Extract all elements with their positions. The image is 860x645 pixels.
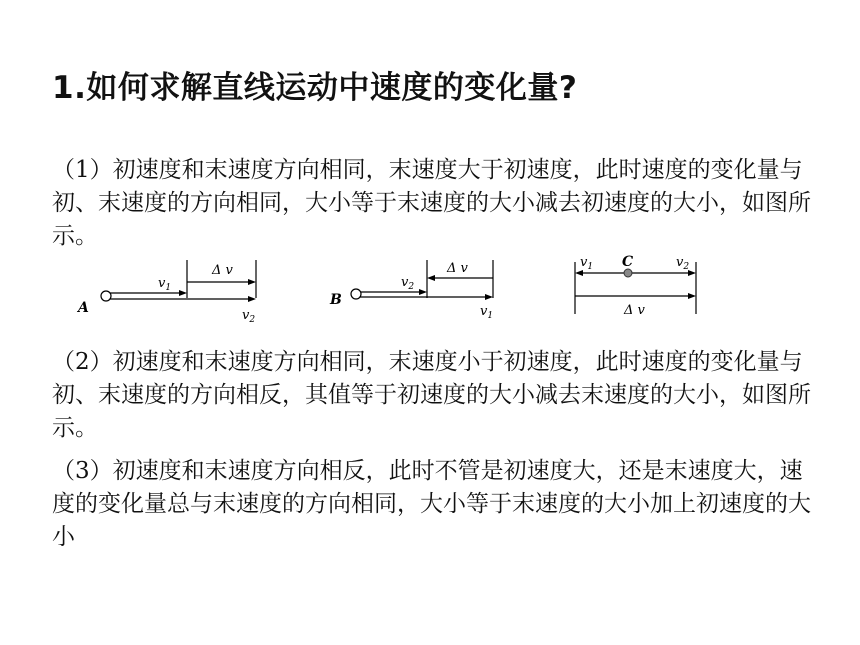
v1-label: $v_1$ [580, 255, 594, 272]
v1-label: $v_1$ [480, 304, 494, 321]
paragraph-case-3: （3）初速度和末速度方向相反，此时不管是初速度大，还是末速度大，速度的变化量总与末速度的方向相同，大小等于末速度的大小加上初速度的大小 [52, 458, 811, 550]
delta-v-arrowhead [427, 275, 435, 281]
point-c-dot [624, 269, 632, 277]
delta-v-label: Δ v [212, 263, 233, 278]
diagram-b [325, 252, 505, 327]
delta-v-label: Δ v [624, 303, 645, 318]
v2-arrowhead [688, 270, 696, 276]
v1-label: $v_1$ [158, 276, 172, 293]
v2-arrowhead [419, 289, 427, 295]
delta-v-arrowhead [248, 279, 256, 285]
delta-v-arrowhead [688, 293, 696, 299]
paragraph-case-1: （1）初速度和末速度方向相同，末速度大于初速度，此时速度的变化量与初、末速度的方向相同，大小等于末速度的大小减去初速度的大小，如图所示。 [52, 157, 811, 249]
point-c-label: C [622, 254, 634, 270]
point-b-dot [351, 289, 361, 299]
v1-arrowhead [575, 270, 583, 276]
v2-arrowhead [248, 296, 256, 302]
v2-label: $v_2$ [401, 275, 415, 292]
v1-arrowhead [179, 290, 187, 296]
slide-title: 1.如何求解直线运动中速度的变化量? [52, 70, 578, 106]
paragraph-case-2: （2）初速度和末速度方向相同，末速度小于初速度，此时速度的变化量与初、末速度的方向相反，其值等于初速度的大小减去末速度的大小，如图所示。 [52, 349, 811, 441]
v1-arrowhead [485, 294, 493, 300]
v2-label: $v_2$ [676, 255, 690, 272]
point-a-dot [101, 291, 111, 301]
point-a-label: A [78, 300, 89, 316]
diagram-a [70, 252, 270, 327]
point-b-label: B [330, 292, 342, 308]
delta-v-label: Δ v [447, 261, 468, 276]
diagram-c [566, 252, 706, 327]
v2-label: $v_2$ [242, 308, 256, 325]
